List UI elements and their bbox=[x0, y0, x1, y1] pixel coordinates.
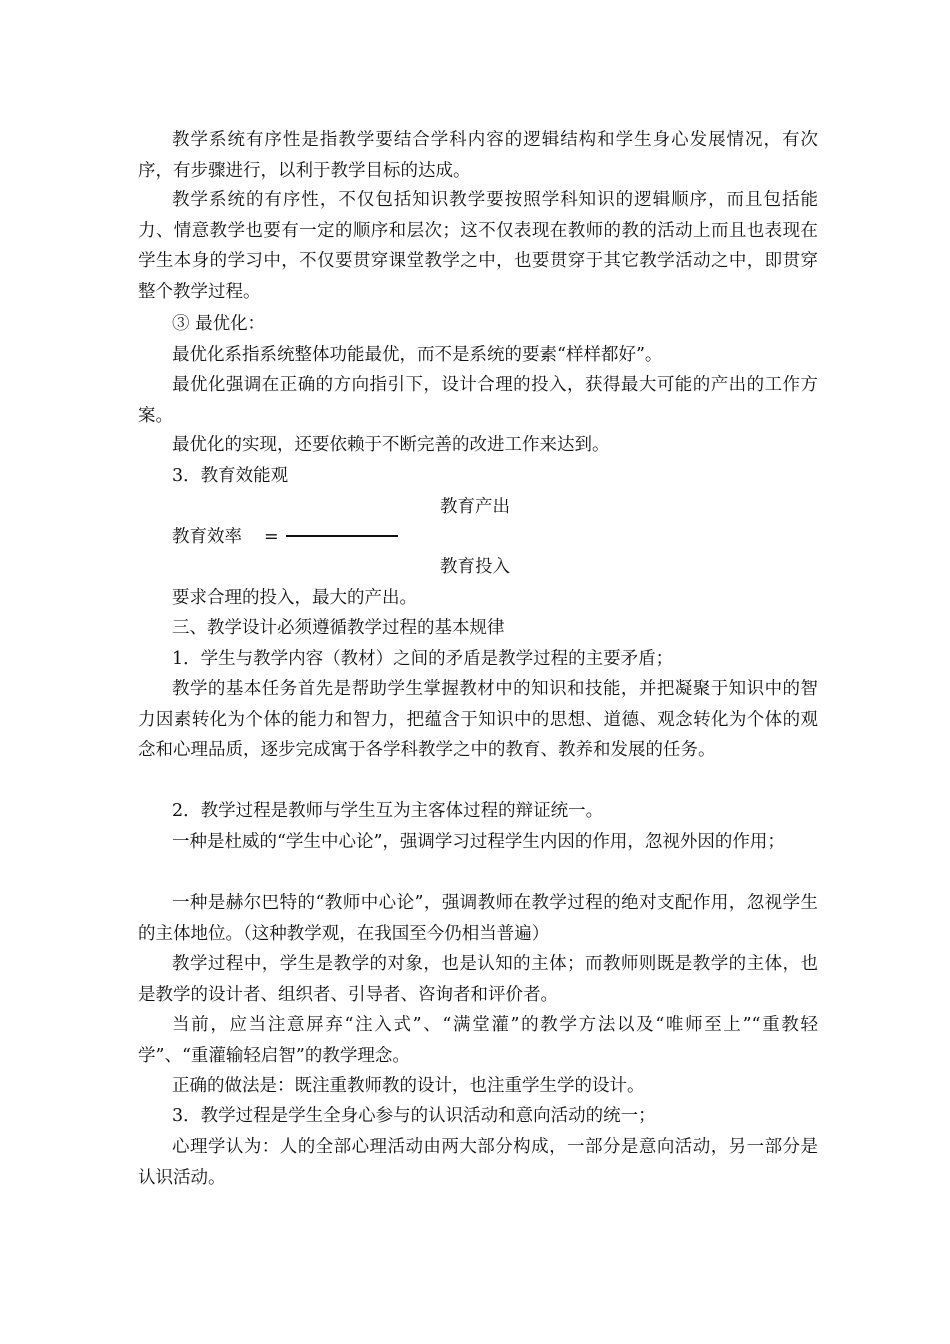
formula-equals: = bbox=[264, 527, 279, 547]
section-heading: 三、教学设计必须遵循教学过程的基本规律 bbox=[172, 618, 505, 638]
paragraph: 一种是赫尔巴特的“教师中心论”，强调教师在教学过程的绝对支配作用，忽视学生的主体地位。（这种教学观，在我国至今仍相当普遍） bbox=[138, 893, 818, 944]
fraction-bar bbox=[286, 535, 398, 537]
formula-left-side bbox=[172, 522, 279, 552]
paragraph: 教学过程中，学生是教学的对象，也是认知的主体；而教师则既是教学的主体，也是教学的设计者、组织者、引导者、咨询者和评价者。 bbox=[138, 954, 818, 1005]
formula-label: 教育效率 bbox=[172, 527, 242, 547]
paragraph: 教学的基本任务首先是帮助学生掌握教材中的知识和技能，并把凝聚于知识中的智力因素转化为个体的能力和智力，把蕴含于知识中的思想、道德、观念转化为个体的观念和心理品质，逐步完成寓于各学科教学之中的教育、教养和发展的任务。 bbox=[138, 679, 818, 760]
paragraph: 一种是杜威的“学生中心论”，强调学习过程学生内因的作用，忽视外因的作用； bbox=[172, 832, 785, 852]
paragraph: 教学系统有序性是指教学要结合学科内容的逻辑结构和学生身心发展情况，有次序，有步骤进行，以利于教学目标的达成。 bbox=[138, 130, 818, 181]
paragraph: 当前，应当注意屏弃“注入式”、“满堂灌”的教学方法以及“唯师至上”“重教轻学”、“重灌输轻启智”的教学理念。 bbox=[138, 1015, 818, 1066]
paragraph: 心理学认为：人的全部心理活动由两大部分构成，一部分是意向活动，另一部分是认识活动。 bbox=[138, 1137, 818, 1188]
paragraph: 教学系统的有序性，不仅包括知识教学要按照学科知识的逻辑顺序，而且包括能力、情意教学也要有一定的顺序和层次；这不仅表现在教师的教的活动上而且也表现在学生本身的学习中，不仅要贯穿课堂教学之中，也要贯穿于其它教学活动之中，即贯穿整个教学过程。 bbox=[138, 190, 818, 302]
subsection-heading: 2．教学过程是教师与学生互为主客体过程的辩证统一。 bbox=[172, 801, 604, 821]
paragraph: 最优化的实现，还要依赖于不断完善的改进工作来达到。 bbox=[172, 435, 610, 455]
paragraph: 正确的做法是：既注重教师教的设计，也注重学生学的设计。 bbox=[172, 1076, 645, 1096]
paragraph: 最优化系指系统整体功能最优，而不是系统的要素“样样都好”。 bbox=[172, 345, 663, 365]
paragraph: 要求合理的投入，最大的产出。 bbox=[172, 588, 417, 608]
subsection-heading: 3．教学过程是学生全身心参与的认识活动和意向活动的统一； bbox=[172, 1106, 656, 1126]
section-heading: 3．教育效能观 bbox=[172, 466, 289, 486]
section-heading: ③ 最优化： bbox=[172, 314, 266, 334]
formula-denominator: 教育投入 bbox=[440, 557, 510, 577]
subsection-heading: 1．学生与教学内容（教材）之间的矛盾是教学过程的主要矛盾； bbox=[172, 649, 674, 669]
formula-numerator: 教育产出 bbox=[440, 497, 510, 517]
paragraph: 最优化强调在正确的方向指引下，设计合理的投入，获得最大可能的产出的工作方案。 bbox=[138, 375, 818, 426]
